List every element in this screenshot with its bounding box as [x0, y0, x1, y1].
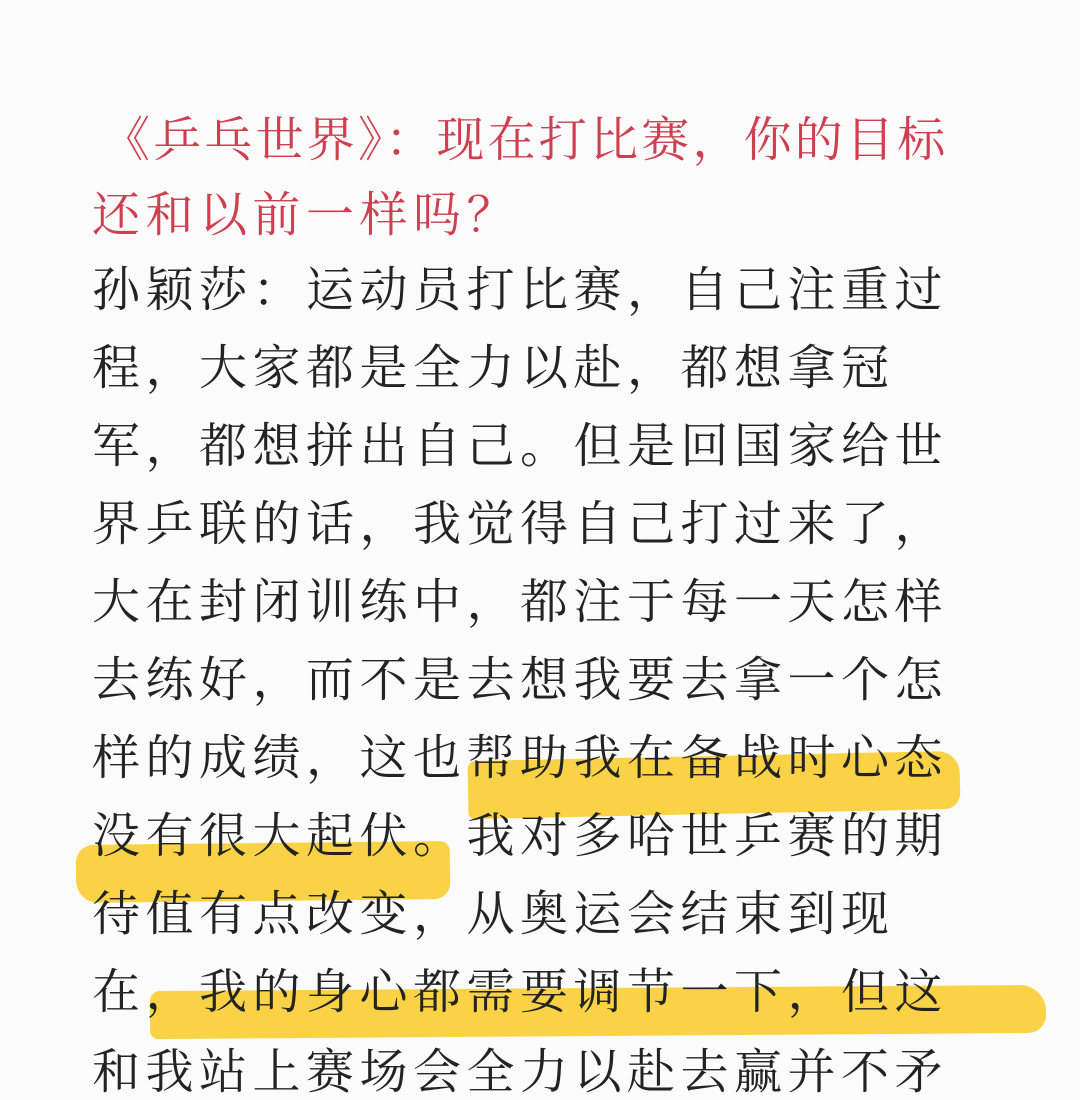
question-line-1: 《乒乓世界》：现在打比赛，你的目标: [102, 112, 949, 168]
answer-line-2: 程，大家都是全力以赴，都想拿冠: [92, 340, 895, 396]
answer-line-4: 界乒联的话，我觉得自己打过来了，: [92, 496, 949, 552]
answer-line-7: 样的成绩，这也帮助我在备战时心态: [92, 730, 949, 786]
answer-line-3: 军，都想拼出自己。但是回国家给世: [92, 418, 949, 474]
answer-line-8: 没有很大起伏。我对多哈世乒赛的期: [92, 808, 949, 864]
answer-line-11: 和我站上赛场会全力以赴去赢并不矛: [92, 1044, 949, 1100]
question-line-2: 还和以前一样吗？: [92, 187, 521, 243]
answer-line-5: 大在封闭训练中，都注于每一天怎样: [92, 574, 949, 630]
answer-line-1: 孙颖莎：运动员打比赛，自己注重过: [92, 262, 949, 318]
answer-line-10: 在，我的身心都需要调节一下，但这: [92, 964, 949, 1020]
answer-line-6: 去练好，而不是去想我要去拿一个怎: [92, 652, 949, 708]
answer-line-9: 待值有点改变，从奥运会结束到现: [92, 886, 895, 942]
